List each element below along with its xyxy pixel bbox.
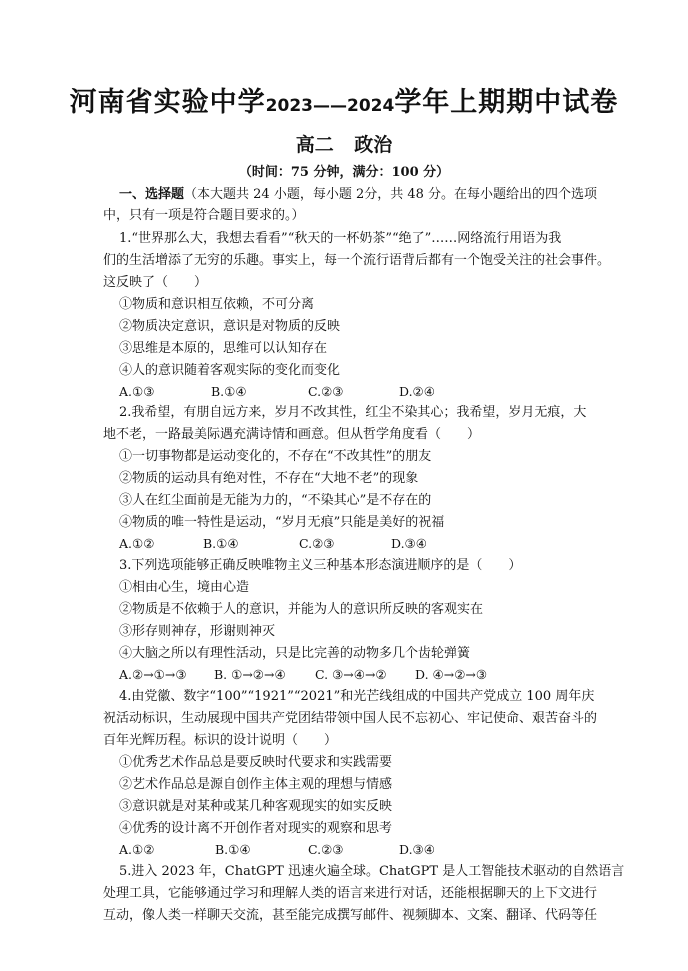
title-school: 河南省实验中学: [69, 87, 266, 118]
section-intro-line-2: 中，只有一项是符合题目要求的。）: [103, 208, 305, 223]
q4-option-b: B.①④: [215, 842, 251, 857]
q1-item-1: ①物质和意识相互依赖，不可分离: [119, 297, 315, 312]
q3-option-c: C. ③→④→②: [315, 667, 387, 682]
q3-item-4: ④大脑之所以有理性活动，只是比完善的动物多几个齿轮弹簧: [119, 646, 471, 661]
q1-stem-3: 这反映了（ ）: [103, 275, 208, 290]
q2-option-d: D.③④: [391, 536, 427, 551]
q1-stem-2: 们的生活增添了无穷的乐趣。事实上，每一个流行语背后都有一个饱受关注的社会事件。: [103, 253, 611, 268]
section-heading: 一、选择题: [119, 187, 185, 202]
q3-item-2: ②物质是不依赖于人的意识，并能为人的意识所反映的客观实在: [119, 602, 484, 617]
q2-option-c: C.②③: [299, 536, 335, 551]
q1-option-a: A.①③: [119, 384, 155, 399]
q3-option-b: B. ①→②→④: [214, 667, 286, 682]
section-intro-line-1: 一、选择题（本大题共 24 小题，每小题 2分，共 48 分。在每小题给出的四个选项: [119, 187, 598, 202]
q1-item-2: ②物质决定意识，意识是对物质的反映: [119, 319, 341, 334]
q2-item-2: ②物质的运动具有绝对性，不存在“大地不老”的现象: [119, 471, 419, 486]
title-term: 学年上期期中试卷: [394, 87, 619, 118]
q3-item-1: ①相由心生，境由心造: [119, 580, 250, 595]
q4-option-a: A.①②: [119, 842, 155, 857]
q4-item-2: ②艺术作品总是源自创作主体主观的理想与情感: [119, 777, 393, 792]
exam-subtitle: 高二 政治: [295, 134, 393, 156]
q5-stem-3: 互动，像人类一样聊天交流，甚至能完成撰写邮件、视频脚本、文案、翻译、代码等任: [103, 908, 598, 923]
q2-option-a: A.①②: [119, 536, 155, 551]
q5-stem-1: 5.进入 2023 年，ChatGPT 迅速火遍全球。ChatGPT 是人工智能技术驱动的自然语言: [119, 864, 625, 879]
q2-stem-2: 地不老，一路最美际遇充满诗情和画意。但从哲学角度看（ ）: [103, 427, 481, 442]
q2-item-1: ①一切事物都是运动变化的，不存在“不改其性”的朋友: [119, 449, 432, 464]
q1-option-b: B.①④: [211, 384, 247, 399]
q2-option-b: B.①④: [203, 536, 239, 551]
exam-title: [0, 80, 688, 119]
q1-option-c: C.②③: [308, 384, 344, 399]
q4-stem-3: 百年光辉历程。标识的设计说明（ ）: [103, 733, 338, 748]
q1-item-3: ③思维是本原的，思维可以认知存在: [119, 341, 328, 356]
q1-stem-1: 1.“世界那么大，我想去看看”“秋天的一杯奶茶”“绝了”……网络流行用语为我: [119, 231, 562, 246]
q4-stem-2: 祝活动标识，生动展现中国共产党团结带领中国人民不忘初心、牢记使命、艰苦奋斗的: [103, 711, 598, 726]
q4-item-4: ④优秀的设计离不开创作者对现实的观察和思考: [119, 821, 393, 836]
q3-item-3: ③形存则神存，形谢则神灭: [119, 624, 276, 639]
q2-item-3: ③人在红尘面前是无能为力的，“不染其心”是不存在的: [119, 493, 432, 508]
title-years: 2023——2024: [265, 96, 395, 116]
q4-option-c: C.②③: [308, 842, 344, 857]
q3-stem-1: 3.下列选项能够正确反映唯物主义三种基本形态演进顺序的是（ ）: [119, 558, 522, 573]
q3-option-a: A.②→①→③: [119, 667, 187, 682]
q4-item-3: ③意识就是对某种或某几种客观现实的如实反映: [119, 799, 393, 814]
q2-stem-1: 2.我希望，有朋自远方来，岁月不改其性，红尘不染其心；我希望，岁月无痕，大: [119, 405, 587, 420]
q1-option-d: D.②④: [399, 384, 435, 399]
q4-stem-1: 4.由党徽、数字“100”“1921”“2021”和光芒线组成的中国共产党成立 100 周年庆: [119, 689, 595, 704]
q5-stem-2: 处理工具，它能够通过学习和理解人类的语言来进行对话，还能根据聊天的上下文进行: [103, 886, 598, 901]
q1-item-4: ④人的意识随着客观实际的变化而变化: [119, 363, 341, 378]
q4-item-1: ①优秀艺术作品总是要反映时代要求和实践需要: [119, 755, 393, 770]
q2-item-4: ④物质的唯一特性是运动，“岁月无痕”只能是美好的祝福: [119, 515, 445, 530]
exam-time-score: （时间：75 分钟，满分：100 分）: [238, 165, 450, 180]
q3-option-d: D. ④→②→③: [415, 667, 488, 682]
q4-option-d: D.③④: [399, 842, 435, 857]
